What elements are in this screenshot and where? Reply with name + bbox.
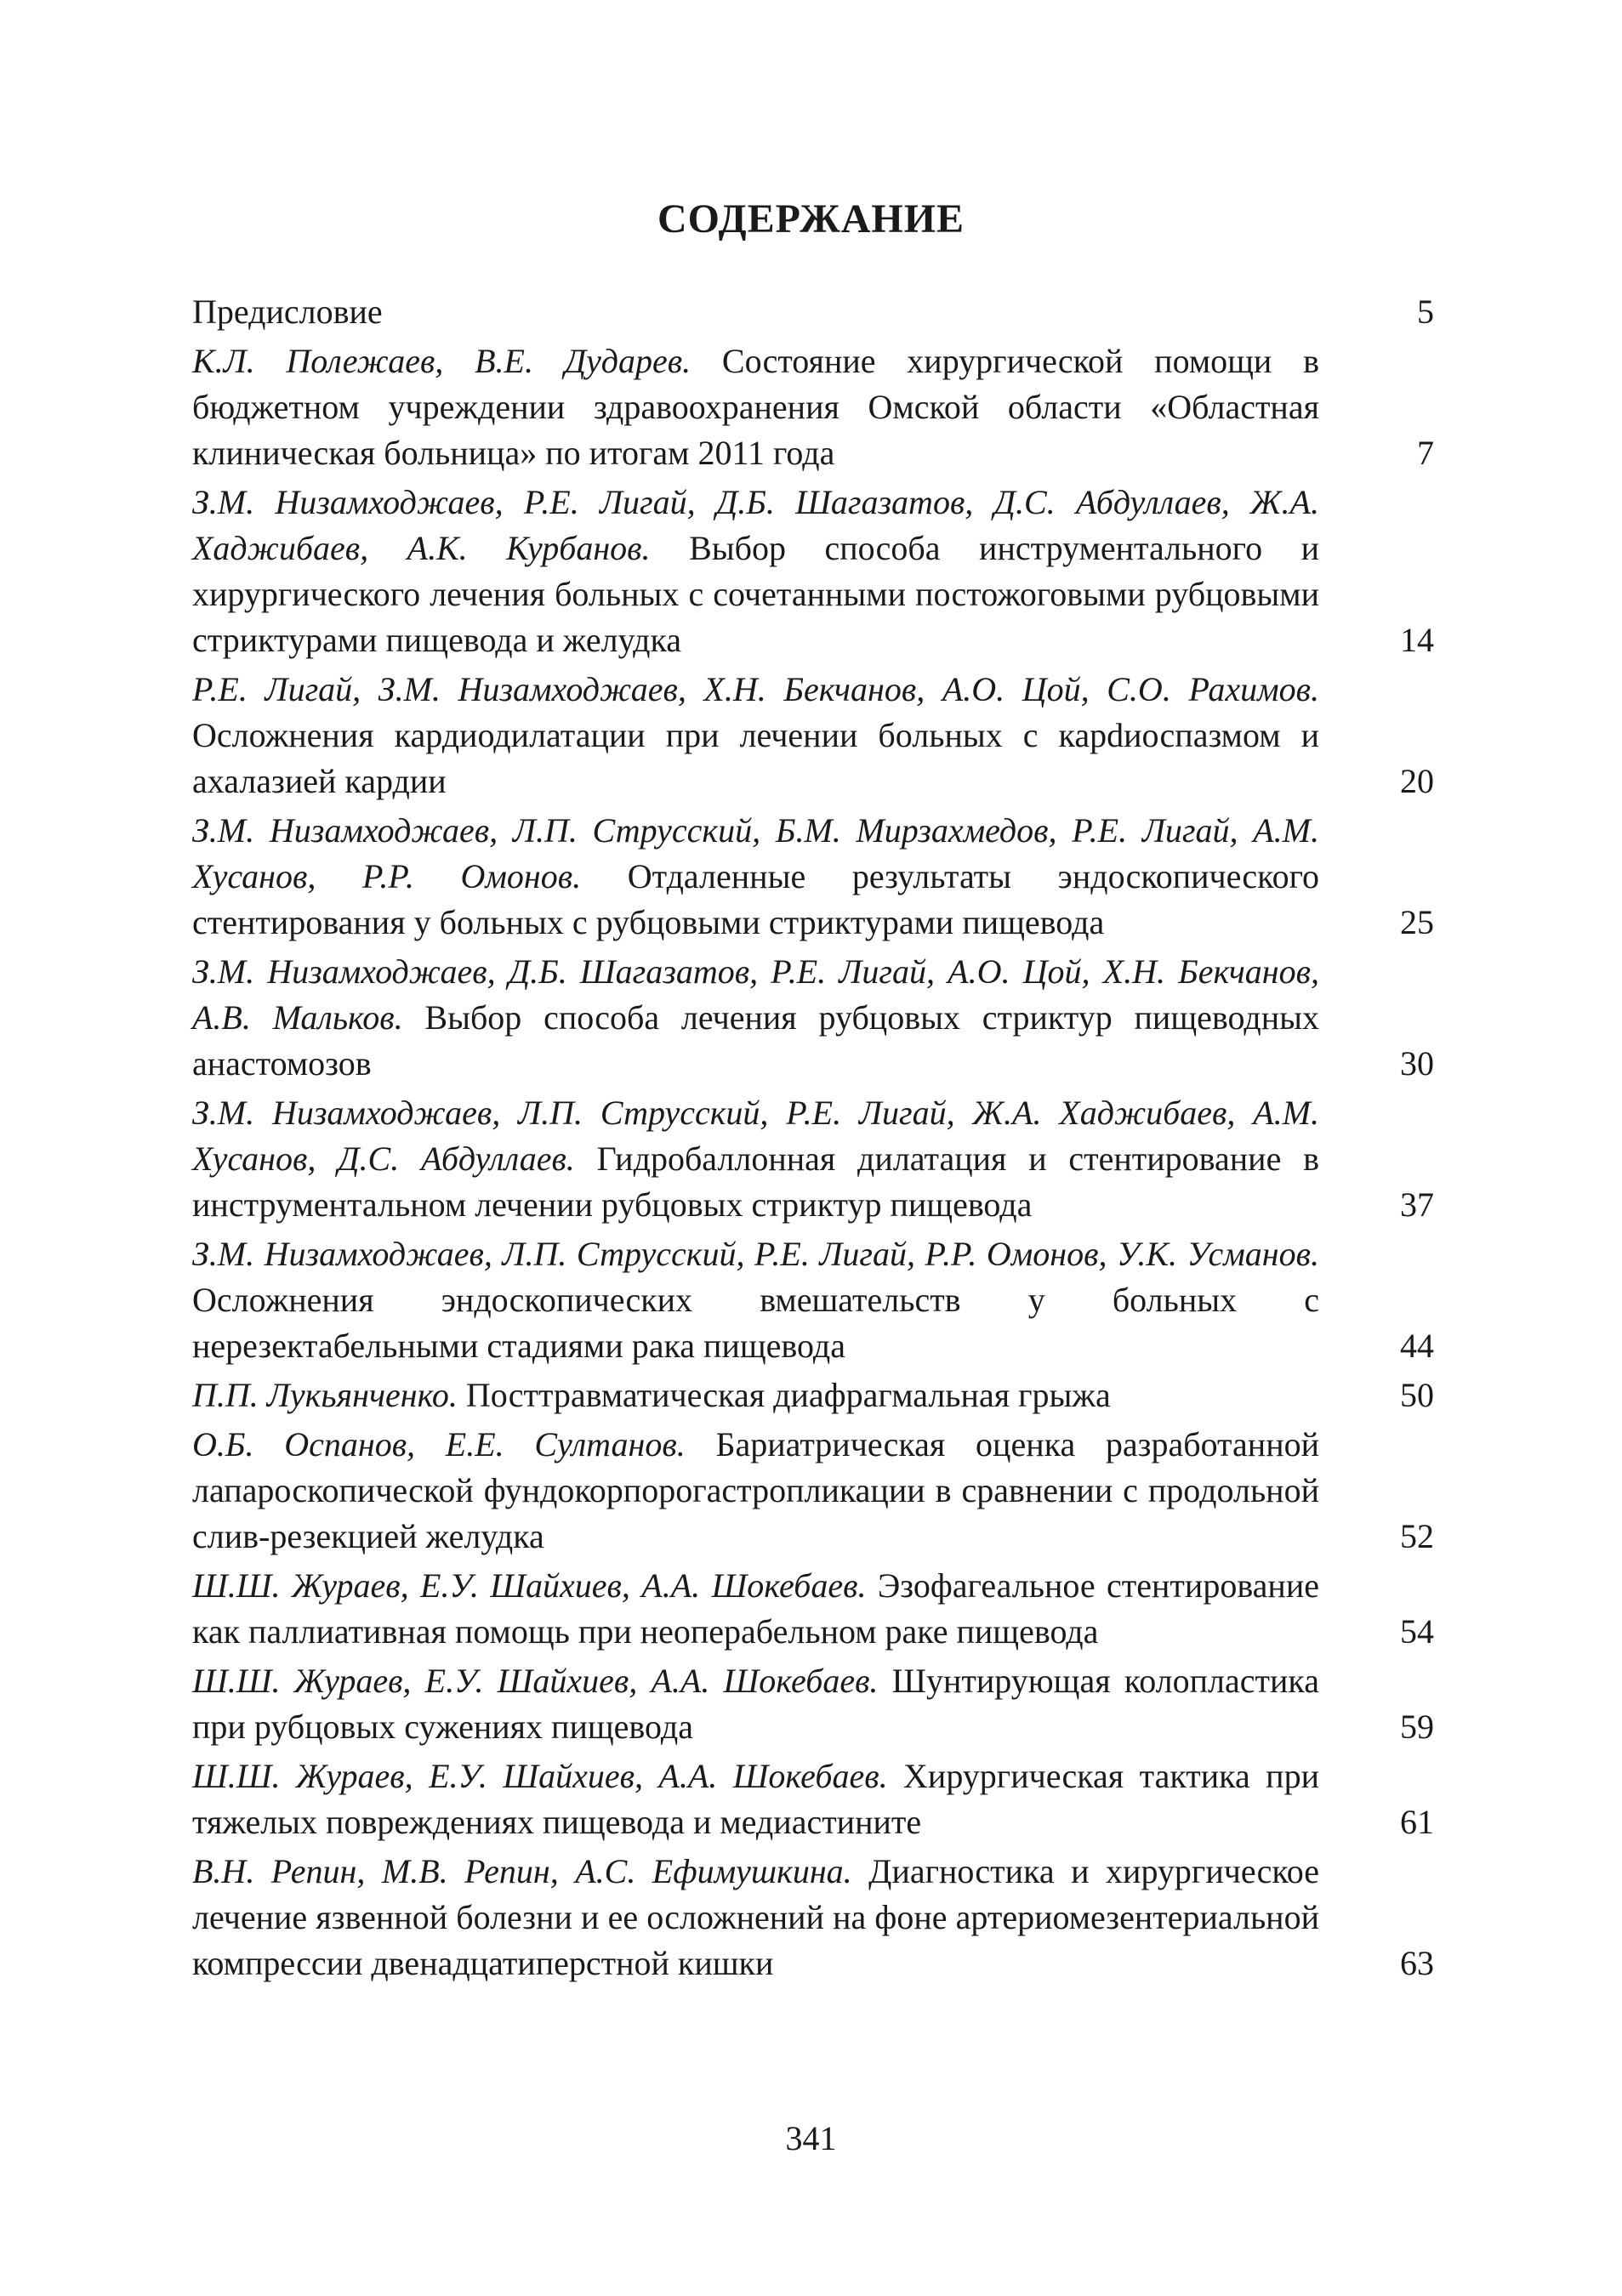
toc-entry [192,808,1434,946]
entry-title: Выбор способа лечения рубцовых стриктур пищеводных анастомозов [192,998,1319,1083]
entry-title: Шунтирующая колопластика при рубцовых сужениях пищевода [192,1662,1319,1746]
entry-page-number: 37 [1400,1185,1434,1224]
entry-page-number: 54 [1400,1612,1434,1651]
entry-text [192,808,1319,946]
entry-title: Диагностика и хирургическое лечение язвенной болезни и ее осложнений на фоне артериомезентериальной компрессии двенадцатиперстной кишки [192,1852,1319,1982]
entry-title: Осложнения кардиодилатации при лечении больных с карdиоспазмом и ахалазией кардии [192,716,1319,800]
entry-page-number: 50 [1400,1376,1434,1414]
entry-title: Состояние хирургической помощи в бюджетном учреждении здравоохранения Омской области «Областная клиническая больница» по итогам 2011 года [192,342,1319,472]
toc-entry [192,1231,1434,1369]
entry-text [192,1658,1319,1750]
entry-title: Осложнения эндоскопических вмешательств у больных с нерезектабельными стадиями рака пищевода [192,1281,1319,1365]
entry-page-number: 5 [1417,293,1434,331]
entry-text [192,667,1319,804]
entry-authors: З.М. Низамходжаев, Л.П. Струсский, Б.М. Мирзахмедов, Р.Е. Лигай, А.М. Хусанов, Р.Р. Омонов. [192,811,1319,895]
entry-authors: Р.Е. Лигай, З.М. Низамходжаев, Х.Н. Бекчанов, А.О. Цой, С.О. Рахимов. [192,670,1319,708]
entry-text [192,1563,1319,1655]
entry-page-number: 63 [1400,1944,1434,1982]
entry-page-number: 30 [1400,1044,1434,1083]
entry-authors: З.М. Низамходжаев, Р.Е. Лигай, Д.Б. Шагазатов, Д.С. Абдуллаев, Ж.А. Хаджибаев, А.К. Курбанов. [192,483,1319,567]
toc-entry [192,1563,1434,1655]
toc-entry [192,1090,1434,1228]
entry-title: Предисловие [192,293,383,331]
toc-entry [192,1753,1434,1845]
entry-page-number: 25 [1400,903,1434,941]
entry-authors: З.М. Низамходжаев, Л.П. Струсский, Р.Е. Лигай, Ж.А. Хаджибаев, А.М. Хусанов, Д.С. Абдуллаев. [192,1094,1319,1178]
toc-entry [192,1849,1434,1986]
entry-page-number: 20 [1400,762,1434,800]
entry-title: Посттравматическая диафрагмальная грыжа [457,1376,1111,1414]
entry-text [192,1753,1319,1845]
entry-text [192,289,1319,335]
entry-page-number: 44 [1400,1327,1434,1365]
entry-title: Гидробаллонная дилатация и стентирование в инструментальном лечении рубцовых стриктур пищевода [192,1139,1320,1224]
entry-text [192,1372,1319,1418]
entry-title: Хирургическая тактика при тяжелых повреждениях пищевода и медиастините [192,1757,1319,1841]
toc-entry [192,1372,1434,1418]
entry-authors: Ш.Ш. Жураев, Е.У. Шайхиев, А.А. Шокебаев. [192,1757,888,1795]
entry-title: Бариатрическая оценка разработанной лапароскопической фундокорпорогастропликации в сравнении с продольной слив-резекцией желудка [192,1425,1319,1555]
entry-page-number: 59 [1400,1708,1434,1746]
entry-text [192,338,1319,476]
entry-page-number: 14 [1400,621,1434,659]
entry-authors: Ш.Ш. Жураев, Е.У. Шайхиев, А.А. Шокебаев. [192,1566,867,1605]
entry-authors: В.Н. Репин, М.В. Репин, А.С. Ефимушкина. [192,1852,852,1890]
entry-text [192,480,1319,663]
entry-authors: О.Б. Оспанов, Е.Е. Султанов. [192,1425,686,1463]
toc-entry [192,1422,1434,1560]
table-of-contents [192,289,1434,1990]
entry-page-number: 7 [1417,434,1434,472]
entry-text [192,1849,1319,1986]
toc-entry [192,480,1434,663]
toc-entry [192,289,1434,335]
entry-title: Выбор способа инструментального и хирургического лечения больных с сочетанными постожоговыми рубцовыми стриктурами пищевода и желудка [192,529,1320,659]
entry-text [192,949,1319,1087]
toc-entry [192,338,1434,476]
entry-authors: Ш.Ш. Жураев, Е.У. Шайхиев, А.А. Шокебаев. [192,1662,879,1700]
entry-authors: К.Л. Полежаев, В.Е. Дударев. [192,342,691,380]
page-title: СОДЕРЖАНИЕ [657,196,965,242]
toc-entry [192,1658,1434,1750]
entry-authors: П.П. Лукьянченко. [192,1376,458,1414]
entry-text [192,1090,1319,1228]
page-number: 341 [785,2119,837,2157]
entry-authors: З.М. Низамходжаев, Д.Б. Шагазатов, Р.Е. Лигай, А.О. Цой, Х.Н. Бекчанов, А.В. Мальков. [192,952,1319,1037]
entry-title: Отдаленные результаты эндоскопического стентирования у больных с рубцовыми стриктурами пищевода [192,857,1319,941]
toc-entry [192,667,1434,804]
entry-text [192,1422,1319,1560]
entry-text [192,1231,1319,1369]
entry-page-number: 52 [1400,1517,1434,1555]
toc-entry [192,949,1434,1087]
entry-title: Эзофагеальное стентирование как паллиативная помощь при неоперабельном раке пищевода [192,1566,1319,1651]
entry-page-number: 61 [1400,1803,1434,1841]
entry-authors: З.М. Низамходжаев, Л.П. Струсский, Р.Е. Лигай, Р.Р. Омонов, У.К. Усманов. [192,1235,1319,1273]
